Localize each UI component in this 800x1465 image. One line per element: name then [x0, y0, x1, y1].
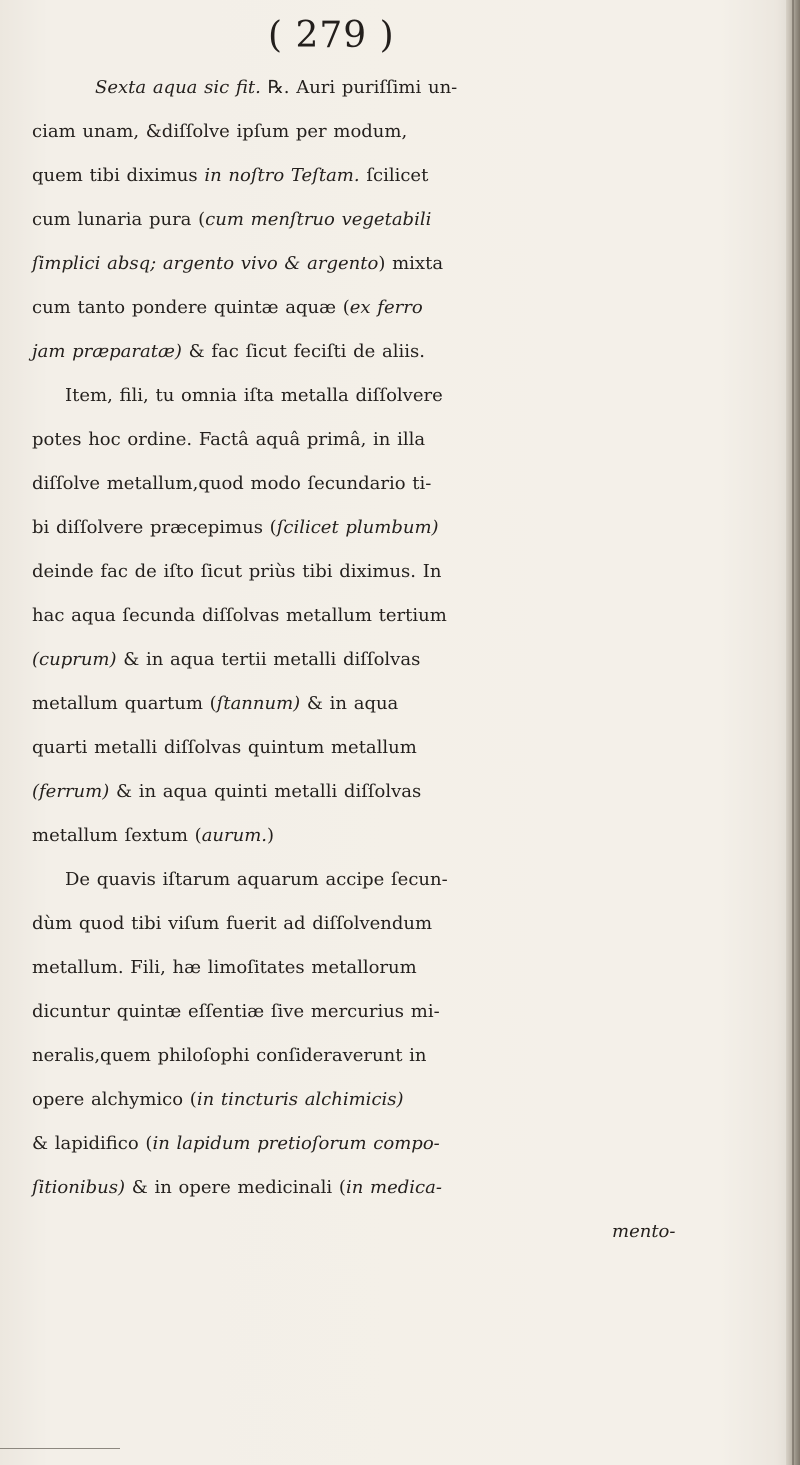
text-line-9: potes hoc ordine. Factâ aquâ primâ, in illa	[32, 429, 426, 450]
bottom-rule	[0, 1448, 120, 1449]
text-line-17: (ferrum) & in aqua quinti metalli diſſolvas	[32, 781, 422, 802]
text-line-26: ſitionibus) & in opere medicinali (in medica-	[32, 1177, 442, 1198]
catchword: mento-	[612, 1221, 676, 1242]
text-line-20: dùm quod tibi viſum fuerit ad diſſolvendum	[32, 913, 433, 934]
text-line-1: Sexta aqua sic fit. ℞. Auri puriſſimi un-	[95, 77, 458, 98]
text-line-5: ſimplici absq; argento vivo & argento) mixta	[32, 253, 444, 274]
text-line-21: metallum. Fili, hæ limoſitates metallorum	[32, 957, 417, 978]
text-line-19: De quavis iſtarum aquarum accipe ſecun-	[65, 869, 448, 890]
text-line-6: cum tanto pondere quintæ aquæ (ex ferro	[32, 297, 423, 318]
text-line-13: hac aqua ſecunda diſſolvas metallum tertium	[32, 605, 447, 626]
text-line-10: diſſolve metallum,quod modo ſecundario ti-	[32, 473, 432, 494]
text-line-23: neralis,quem philoſophi conſideraverunt in	[32, 1045, 427, 1066]
text-line-8: Item, fili, tu omnia iſta metalla diſſolvere	[65, 385, 443, 406]
text-line-4: cum lunaria pura (cum menſtruo vegetabili	[32, 209, 432, 230]
text-line-14: (cuprum) & in aqua tertii metalli diſſolvas	[32, 649, 421, 670]
text-line-22: dicuntur quintæ eſſentiæ ſive mercurius mi-	[32, 1001, 440, 1022]
text-line-15: metallum quartum (ſtannum) & in aqua	[32, 693, 399, 714]
text-line-11: bi diſſolvere præcepimus (ſcilicet plumbum)	[32, 517, 439, 538]
text-line-7: jam præparatæ) & fac ſicut feciſti de aliis.	[32, 341, 426, 362]
text-line-12: deinde fac de iſto ſicut priùs tibi diximus. In	[32, 561, 442, 582]
text-line-2: ciam unam, &diſſolve ipſum per modum,	[32, 121, 408, 142]
page-number-header: ( 279 )	[268, 15, 395, 56]
text-line-18: metallum ſextum (aurum.)	[32, 825, 275, 846]
text-line-16: quarti metalli diſſolvas quintum metallum	[32, 737, 417, 758]
text-line-24: opere alchymico (in tincturis alchimicis)	[32, 1089, 404, 1110]
text-line-25: & lapidifico (in lapidum pretioſorum compo-	[32, 1133, 440, 1154]
text-line-3: quem tibi diximus in noſtro Teſtam. ſcilicet	[32, 165, 429, 186]
